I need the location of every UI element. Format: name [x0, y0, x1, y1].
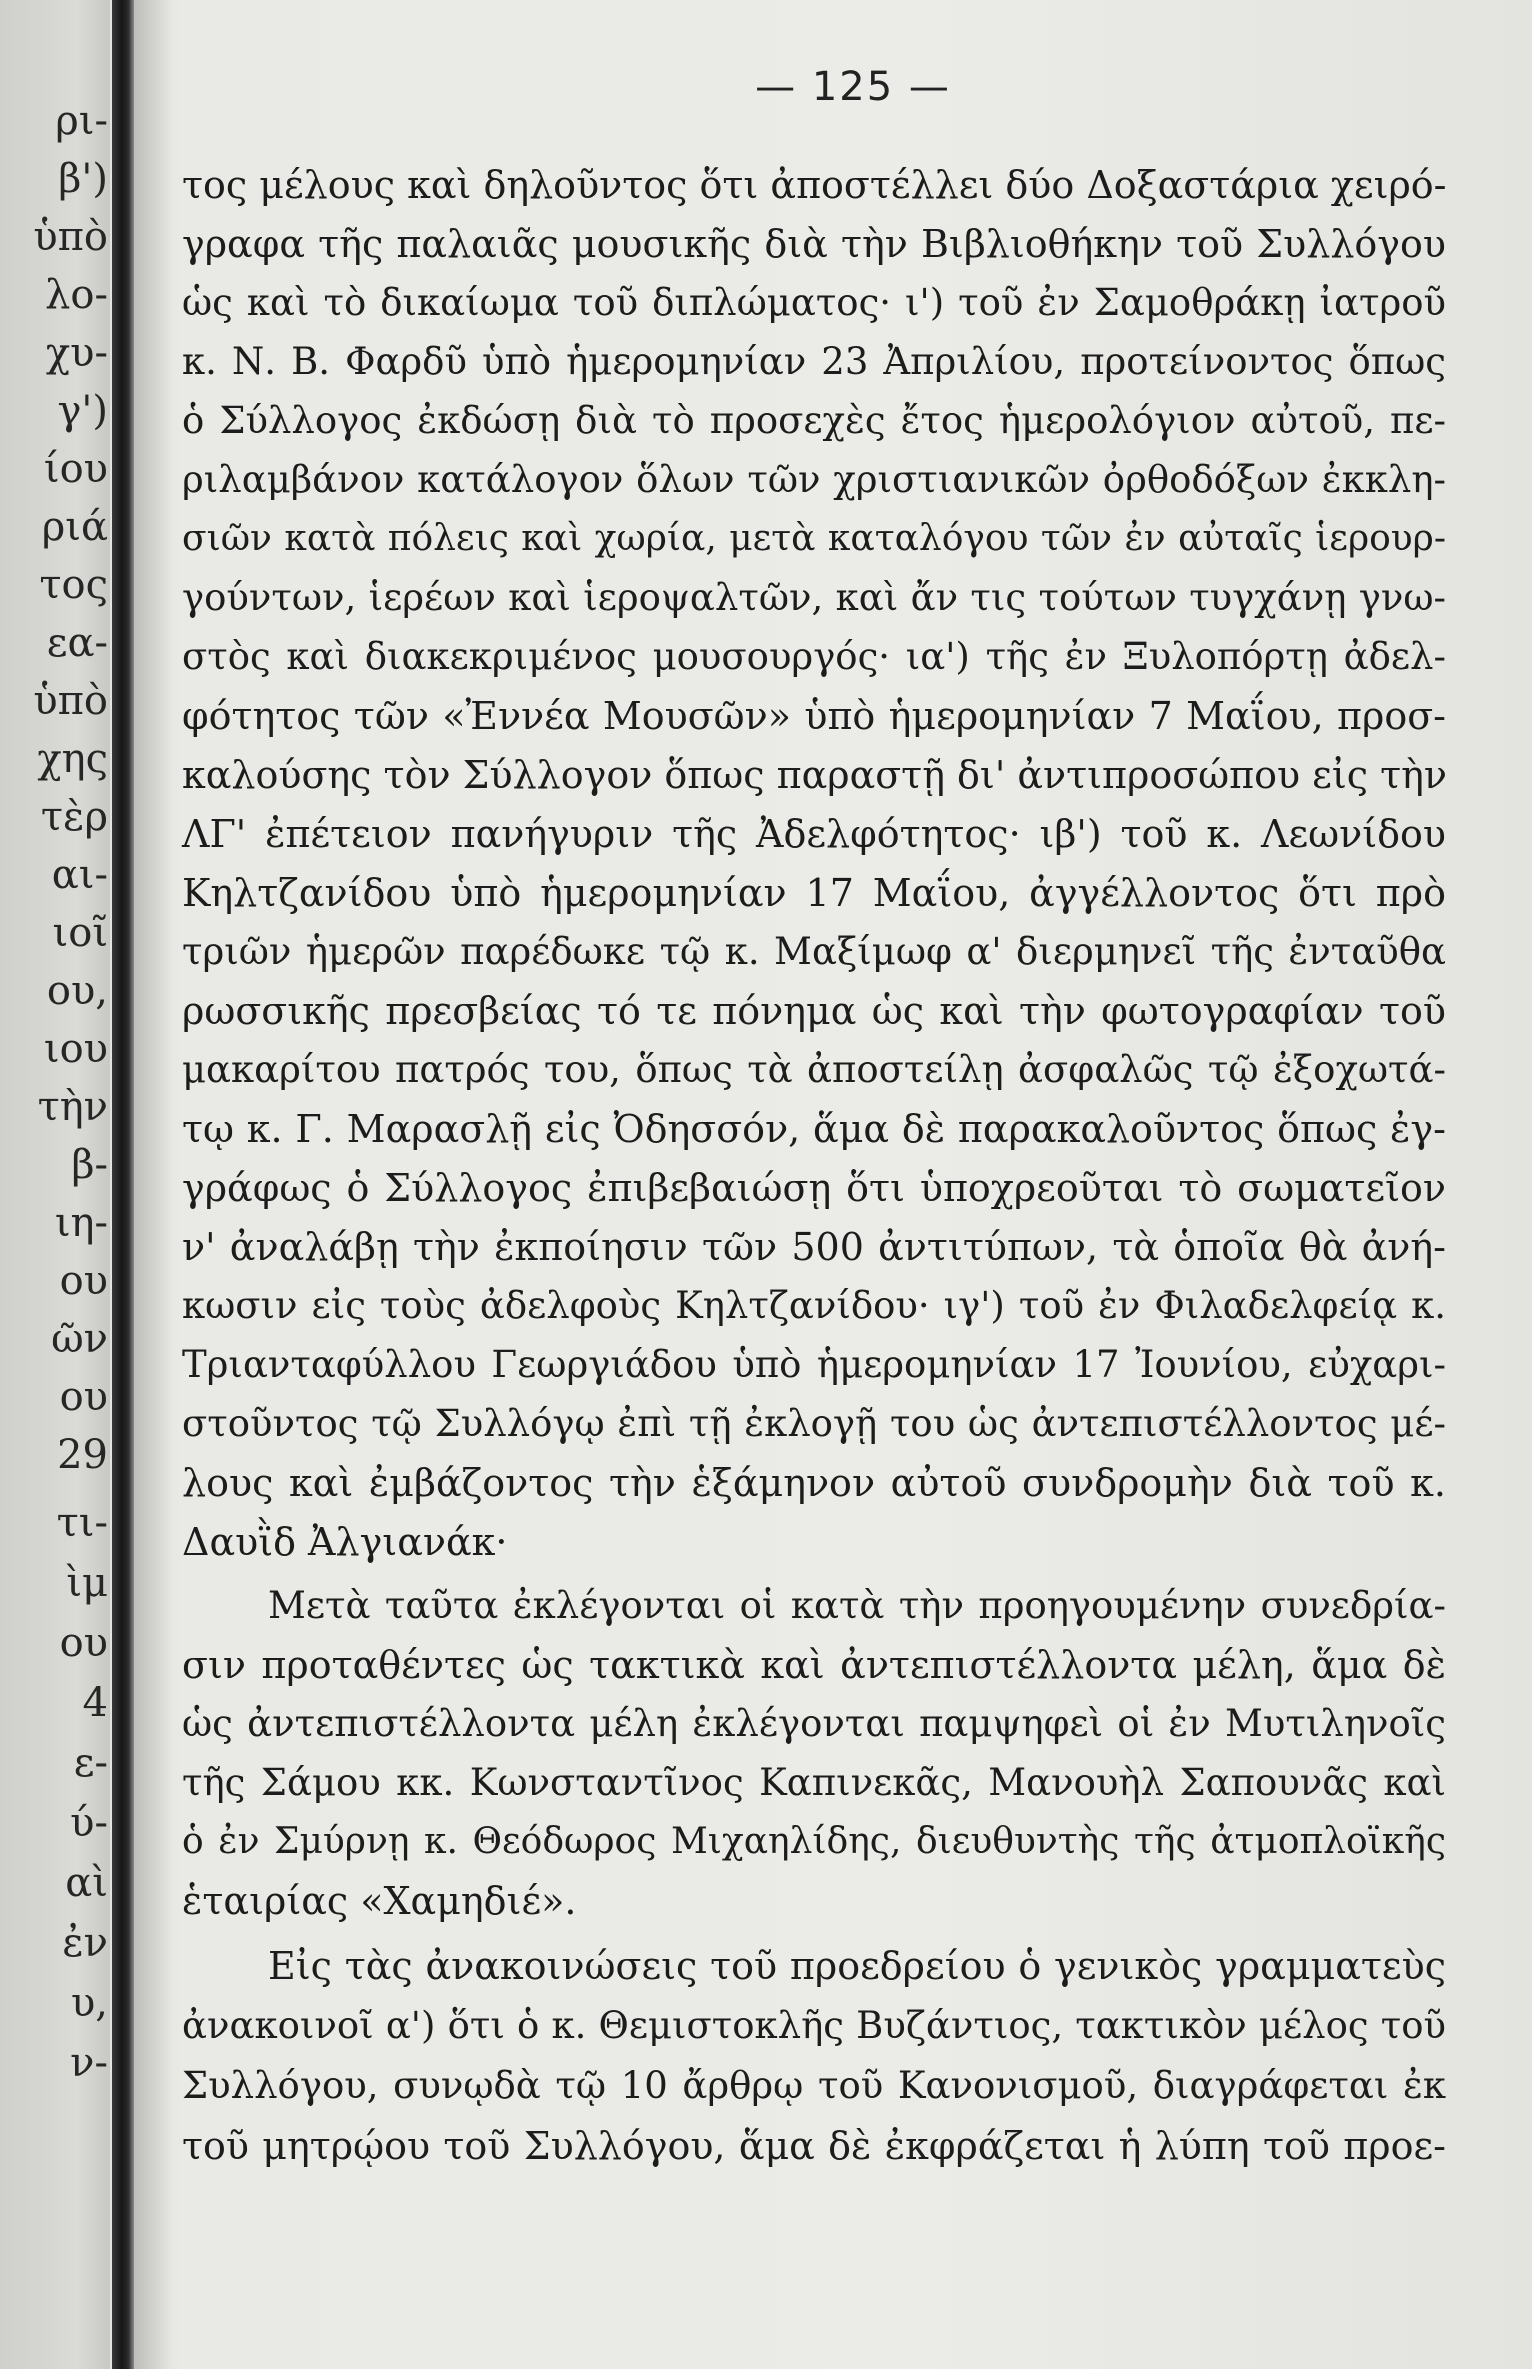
text-line: μακαρίτου πατρός του, ὅπως τὰ ἀποστείλῃ ἀσφαλῶς τῷ ἐξοχωτά- [182, 1048, 1446, 1091]
text-line: τῆς Σάμου κκ. Κωνσταντῖνος Καπινεκᾶς, Μανουὴλ Σαπουνᾶς καὶ [182, 1761, 1446, 1804]
margin-fragment: ὑπὸ [33, 214, 108, 260]
page-number: — 125 — [755, 64, 951, 110]
margin-fragment: τὴν [37, 1084, 108, 1130]
text-line: σιν προταθέντες ὡς τακτικὰ καὶ ἀντεπιστέλλοντα μέλη, ἅμα δὲ [182, 1643, 1446, 1687]
text-line: τος μέλους καὶ δηλοῦντος ὅτι ἀποστέλλει δύο Δοξαστάρια χειρό- [182, 163, 1447, 207]
text-line: Δαυῒδ Ἀλγιανάκ· [182, 1520, 508, 1564]
text-line: ριλαμβάνον κατάλογον ὅλων τῶν χριστιανικῶν ὀρθοδόξων ἐκκλη- [182, 458, 1446, 501]
margin-fragment: τὲρ [40, 794, 108, 840]
margin-fragment: τι- [56, 1500, 108, 1546]
margin-fragment: ύ- [70, 1800, 108, 1846]
margin-fragment: χης [37, 736, 108, 782]
margin-fragment: ιη- [54, 1200, 108, 1246]
text-line: φότητος τῶν «Ἐννέα Μουσῶν» ὑπὸ ἡμερομηνίαν 7 Μαΐου, προσ- [182, 694, 1446, 738]
text-line: καλούσης τὸν Σύλλογον ὅπως παραστῇ δι' ἀντιπροσώπου εἰς τὴν [182, 753, 1448, 797]
text-line: τῳ κ. Γ. Μαρασλῇ εἰς Ὀδησσόν, ἅμα δὲ παρακαλοῦντος ὅπως ἐγ- [182, 1107, 1446, 1151]
text-line: ὁ ἐν Σμύρνῃ κ. Θεόδωρος Μιχαηλίδης, διευθυντὴς τῆς ἀτμοπλοϊκῆς [182, 1821, 1446, 1862]
text-line: τοῦ μητρῴου τοῦ Συλλόγου, ἅμα δὲ ἐκφράζεται ἡ λύπη τοῦ προε- [182, 2124, 1446, 2168]
text-line: ΛΓ' ἐπέτειον πανήγυριν τῆς Ἀδελφότητος· ιβ') τοῦ κ. Λεωνίδου [182, 812, 1446, 856]
text-line: γούντων, ἱερέων καὶ ἱεροψαλτῶν, καὶ ἄν τις τούτων τυγχάνῃ γνω- [182, 576, 1446, 619]
margin-fragment: 4 [82, 1680, 108, 1726]
text-line: στὸς καὶ διακεκριμένος μουσουργός· ια') τῆς ἐν Ξυλοπόρτῃ ἀδελ- [182, 635, 1446, 678]
margin-fragment: ρι- [55, 98, 108, 144]
margin-fragment: ἐν [62, 1920, 108, 1966]
margin-fragment: β- [71, 1142, 108, 1188]
margin-fragment: χυ- [45, 330, 108, 376]
margin-fragment: ου [59, 1258, 108, 1304]
margin-fragment: ιοῖ [52, 910, 108, 956]
text-line: Κηλτζανίδου ὑπὸ ἡμερομηνίαν 17 Μαΐου, ἀγγέλλοντος ὅτι πρὸ [182, 871, 1446, 915]
margin-fragment: αὶ [65, 1860, 108, 1906]
margin-fragment: β') [58, 156, 108, 202]
text-line: ν' ἀναλάβῃ τὴν ἐκποίησιν τῶν 500 ἀντιτύπων, τὰ ὁποῖα θὰ ἀνή- [182, 1225, 1446, 1269]
margin-fragment: εα- [46, 620, 108, 666]
margin-fragment: ριά [41, 504, 108, 550]
text-line: ὡς ἀντεπιστέλλοντα μέλη ἐκλέγονται παμψηφεὶ οἱ ἐν Μυτιληνοῖς [182, 1702, 1446, 1745]
text-line: ρωσσικῆς πρεσβείας τό τε πόνημα ὡς καὶ τὴν φωτογραφίαν τοῦ [182, 989, 1446, 1033]
text-line: κ. Ν. Β. Φαρδῦ ὑπὸ ἡμερομηνίαν 23 Ἀπριλίου, προτείνοντος ὅπως [182, 340, 1446, 383]
paragraph-start: Εἰς τὰς ἀνακοινώσεις τοῦ προεδρείου ὁ γενικὸς γραμματεὺς [268, 1944, 1446, 1988]
text-line: κωσιν εἰς τοὺς ἀδελφοὺς Κηλτζανίδου· ιγ') τοῦ ἐν Φιλαδελφείᾳ κ. [182, 1284, 1446, 1327]
text-line: τριῶν ἡμερῶν παρέδωκε τῷ κ. Μαξίμωφ α' διερμηνεῖ τῆς ἐνταῦθα [182, 930, 1446, 973]
margin-fragment: ου [59, 1374, 108, 1420]
text-line: ἀνακοινοῖ α') ὅτι ὁ κ. Θεμιστοκλῆς Βυζάντιος, τακτικὸν μέλος τοῦ [182, 2004, 1446, 2047]
text-line: στοῦντος τῷ Συλλόγῳ ἐπὶ τῇ ἐκλογῇ του ὡς ἀντεπιστέλλοντος μέ- [182, 1402, 1446, 1445]
text-line: γραφα τῆς παλαιᾶς μουσικῆς διὰ τὴν Βιβλιοθήκην τοῦ Συλλόγου [182, 222, 1446, 266]
margin-fragment: ὶμ [66, 1560, 108, 1606]
margin-fragment: τος [39, 562, 108, 608]
text-line: Τριανταφύλλου Γεωργιάδου ὑπὸ ἡμερομηνίαν 17 Ἰουνίου, εὐχαρι- [182, 1343, 1446, 1386]
margin-fragment: ίου [43, 446, 108, 492]
margin-fragment: υ, [70, 1980, 108, 2026]
text-line: σιῶν κατὰ πόλεις καὶ χωρία, μετὰ καταλόγου τῶν ἐν αὐταῖς ἱερουρ- [182, 518, 1446, 559]
margin-fragment: ν- [70, 2040, 108, 2086]
text-line: ὁ Σύλλογος ἐκδώσῃ διὰ τὸ προσεχὲς ἔτος ἡμερολόγιον αὐτοῦ, πε- [182, 399, 1446, 442]
margin-fragment: ου, [46, 968, 108, 1014]
margin-fragment: 29 [57, 1432, 108, 1478]
text-line: γράφως ὁ Σύλλογος ἐπιβεβαιώσῃ ὅτι ὑποχρεοῦται τὸ σωματεῖον [182, 1166, 1446, 1210]
margin-fragment: ὑπὸ [33, 678, 108, 724]
margin-fragment: αι- [51, 852, 108, 898]
text-line: ἑταιρίας «Χαμηδιέ». [182, 1879, 577, 1923]
margin-fragment: γ') [57, 388, 108, 434]
text-line: ὡς καὶ τὸ δικαίωμα τοῦ διπλώματος· ι') τοῦ ἐν Σαμοθράκῃ ἰατροῦ [182, 281, 1446, 324]
margin-fragment: λο- [45, 272, 108, 318]
margin-fragment: ῶν [51, 1316, 108, 1362]
text-line: λους καὶ ἐμβάζοντος τὴν ἑξάμηνον αὐτοῦ συνδρομὴν διὰ τοῦ κ. [182, 1461, 1446, 1505]
paragraph-start: Μετὰ ταῦτα ἐκλέγονται οἱ κατὰ τὴν προηγουμένην συνεδρία- [268, 1584, 1446, 1627]
margin-fragment: ε- [73, 1740, 108, 1786]
text-line: Συλλόγου, συνῳδὰ τῷ 10 ἄρθρῳ τοῦ Κανονισμοῦ, διαγράφεται ἐκ [182, 2064, 1446, 2107]
margin-fragment: ου [59, 1620, 108, 1666]
margin-fragment: ιου [43, 1026, 108, 1072]
